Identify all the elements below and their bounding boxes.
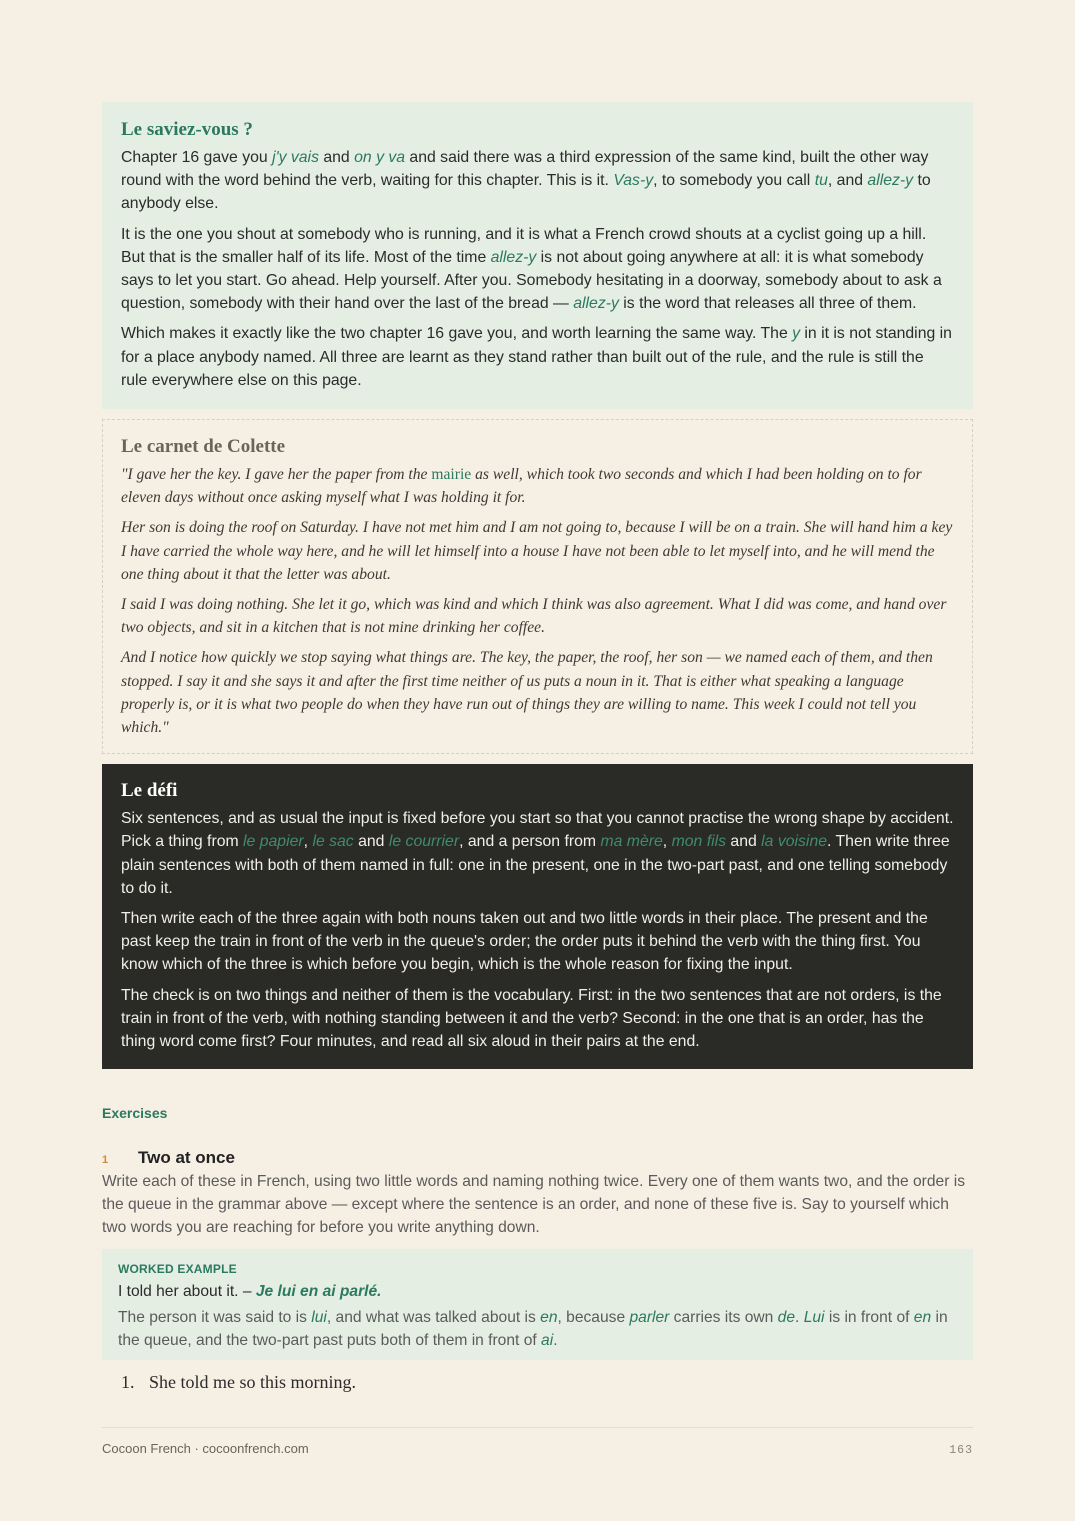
page-number: 163: [949, 1444, 973, 1457]
exercises-heading: Exercises: [102, 1105, 168, 1122]
emphasized-term: lui: [311, 1308, 327, 1326]
did-you-know-paragraph: Chapter 16 gave you j'y vais and on y va and said there was a third expression of the same kind, built the other way round with the word behind the verb, waiting for this chapter. This is it. Vas-y, to somebody you call tu, and allez-y to anybody else.: [121, 149, 931, 213]
challenge-paragraph: The check is on two things and neither of them is the vocabulary. First: in the two sentences that are not orders, is the train in front of the verb, with nothing standing between it and the verb? Second: in the one that is an order, has the thing word come first? Four minutes, and read all six aloud in their pairs at the end.: [121, 986, 942, 1051]
exercise-header: [102, 1148, 973, 1168]
emphasized-term: en: [540, 1308, 558, 1326]
worked-example-label: WORKED EXAMPLE: [118, 1261, 237, 1276]
emphasized-term: allez-y: [573, 295, 619, 313]
emphasized-term: Vas-y: [613, 172, 654, 190]
worked-example-prompt: I told her about it.: [118, 1282, 239, 1300]
content: [102, 102, 973, 1394]
did-you-know-paragraph: It is the one you shout at somebody who is running, and it is what a French crowd shouts at a cyclist going up a hill. But that is the smaller half of its life. Most of the time allez-y is not about going anywhere at all: it is what somebody says to let you start. Go ahead. Help yourself. After you. Somebody hesitating in a doorway, somebody about to ask a question, somebody with their hand over the last of the bread — allez-y is the word that releases all three of them.: [121, 225, 942, 313]
worked-example-answer: Je lui en ai parlé.: [255, 1282, 382, 1300]
emphasized-term: de: [777, 1308, 796, 1326]
colette-notebook-box: [102, 419, 973, 754]
did-you-know-box: [102, 102, 973, 409]
exercise-description: Write each of these in French, using two little words and naming nothing twice. Every one of them wants two, and the order is the queue in the grammar above — except where the sentence is an order, and none of these five is. Say to yourself which two words you are reaching for before you write anything down.: [102, 1173, 966, 1236]
notebook-paragraph: Her son is doing the roof on Saturday. I have not met him and I am not going to, because I will be on a train. She will hand him a key I have carried the whole way here, and he will let himself into a house I have not been able to let myself into, and he will mend the one thing about it that the letter was about.: [121, 519, 953, 583]
question-item: [121, 1370, 973, 1394]
question-text: She told me so this morning.: [149, 1371, 356, 1392]
emphasized-term: j'y vais: [272, 149, 319, 166]
emphasized-term: ma mère: [600, 833, 663, 851]
colette-notebook-title: Le carnet de Colette: [121, 436, 286, 458]
emphasized-term: allez-y: [867, 172, 914, 190]
emphasized-term: mairie: [431, 466, 472, 484]
challenge-paragraph: Then write each of the three again with both nouns taken out and two little words in their place. The present and the past keep the train in front of the verb in the queue's order; the order puts it behind the verb with the thing first. You know which of the three is which before you begin, which is the whole reason for fixing the input.: [121, 910, 928, 974]
emphasized-term: parler: [629, 1308, 670, 1326]
worked-example-explanation: The person it was said to is lui, and what was talked about is en, because parler carries its own de. Lui is in front of en in the queue, and the two-part past puts both of them in front of ai.: [118, 1308, 948, 1349]
emphasized-term: Lui: [803, 1308, 825, 1326]
worked-example: [102, 1249, 973, 1360]
page-footer: [102, 1427, 973, 1457]
did-you-know-title: Le saviez-vous ?: [121, 119, 253, 140]
emphasized-term: la voisine: [761, 833, 828, 851]
emphasized-term: y: [792, 325, 801, 343]
did-you-know-paragraph: Which makes it exactly like the two chapter 16 gave you, and worth learning the same way. The y in it is not standing in for a place anybody named. All three are learnt as they stand rather than built out of the rule, and the rule is still the rule everywhere else on this page.: [121, 325, 952, 389]
notebook-paragraph: I said I was doing nothing. She let it go, which was kind and which I think was also agreement. What I did was come, and hand over two objects, and sit in a kitchen that is not mine drinking her coffee.: [121, 596, 947, 637]
question-list: [102, 1370, 973, 1394]
emphasized-term: mon fils: [671, 833, 727, 851]
notebook-paragraph: And I notice how quickly we stop saying what things are. The key, the paper, the roof, her son — we named each of them, and then stopped. I say it and she says it and after the first time neither of us puts a noun in it. That is either what speaking a language properly is, or it is what two people do when they have run out of things they are willing to name. This week I could not tell you which.": [121, 649, 933, 737]
challenge-box: [102, 764, 973, 1069]
emphasized-term: le sac: [312, 833, 354, 851]
emphasized-term: on y va: [354, 149, 406, 166]
emphasized-term: le courrier: [388, 833, 460, 851]
emphasized-term: le papier: [243, 833, 304, 851]
emphasized-term: en: [913, 1308, 932, 1326]
exercise-number: 1: [102, 1154, 109, 1167]
emphasized-term: tu: [814, 172, 828, 190]
notebook-paragraph: "I gave her the key. I gave her the paper from the mairie as well, which took two seconds and which I had been holding on to for eleven days without once asking myself what I was holding it for.: [121, 466, 922, 507]
worked-example-line: [118, 1281, 957, 1303]
question-number: 1.: [121, 1371, 135, 1392]
footer-site: Cocoon French · cocoonfrench.com: [102, 1441, 309, 1456]
challenge-paragraph: Six sentences, and as usual the input is fixed before you start so that you cannot practise the wrong shape by accident. Pick a thing from le papier, le sac and le courrier, and a person from ma mère, mon fils and la voisine. Then write three plain sentences with both of them named in full: one in the present, one in the two-part past, and one telling somebody to do it.: [121, 810, 954, 897]
worked-example-separator: –: [238, 1282, 256, 1300]
emphasized-term: ai: [541, 1331, 554, 1349]
emphasized-term: allez-y: [490, 248, 537, 266]
exercise-title: Two at once: [138, 1148, 235, 1168]
challenge-title: Le défi: [121, 780, 178, 802]
